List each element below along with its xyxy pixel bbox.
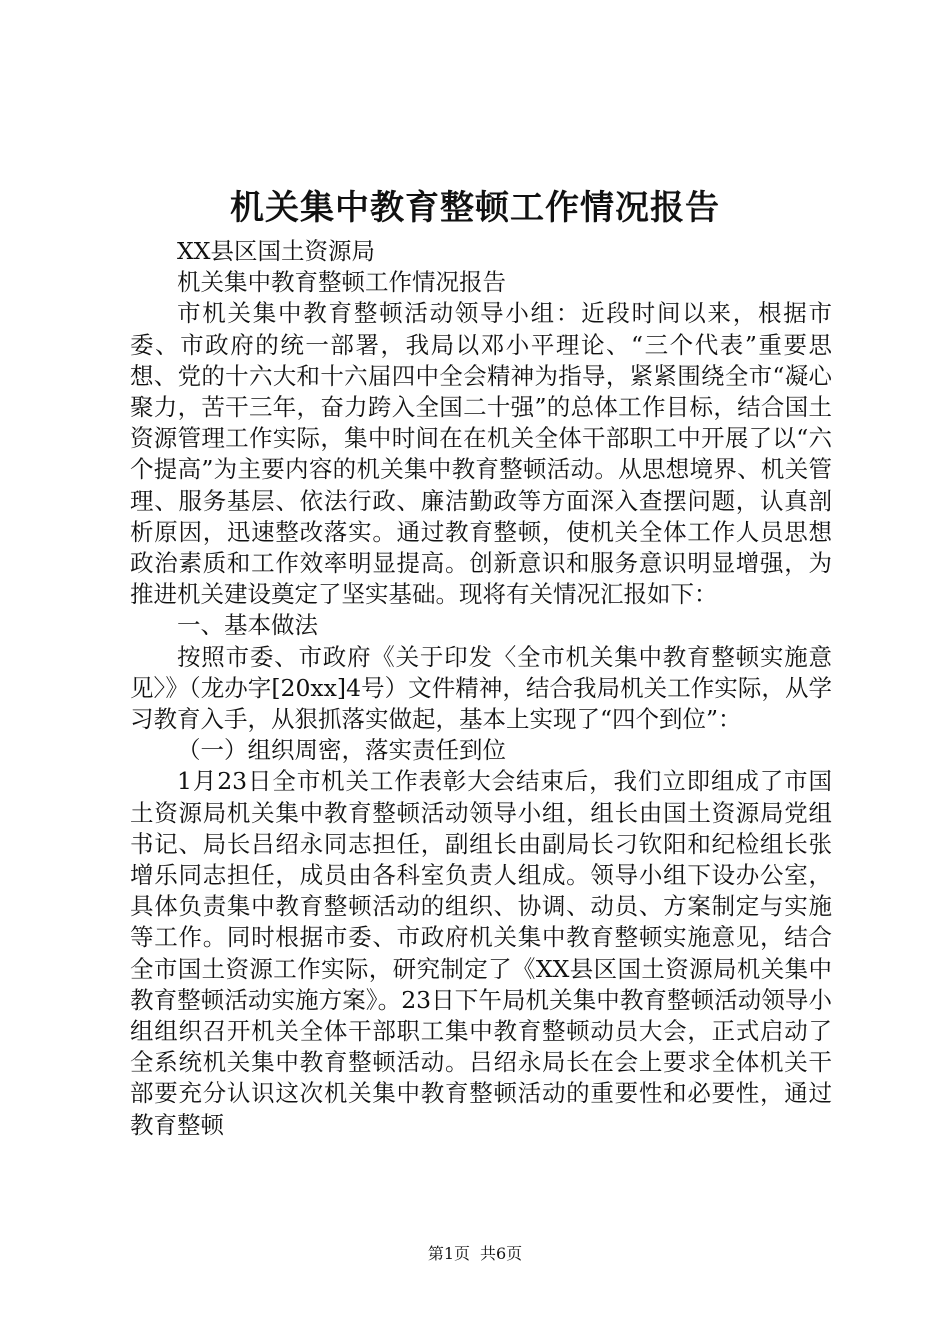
page-footer [0, 1244, 950, 1264]
section-heading-1: 一、基本做法 [177, 611, 318, 640]
section-1-paragraph: 按照市委、市政府《关于印发〈全市机关集中教育整顿实施意见〉》（龙办字[20xx]4号）文件精神，结合我局机关工作实际，从学习教育入手，从狠抓落实做起，基本上实现了“四个到位”： [130, 642, 832, 734]
subsection-1-paragraph: 1月23日全市机关工作表彰大会结束后，我们立即组成了市国土资源局机关集中教育整顿活动领导小组，组长由国土资源局党组书记、局长吕绍永同志担任，副组长由副局长刁钦阳和纪检组长张增乐同志担任，成员由各科室负责人组成。领导小组下设办公室，具体负责集中教育整顿活动的组织、协调、动员、方案制定与实施等工作。同时根据市委、市政府机关集中教育整顿实施意见，结合全市国土资源工作实际，研究制定了《XX县区国土资源局机关集中教育整顿活动实施方案》。23日下午局机关集中教育整顿活动领导小组组织召开机关全体干部职工集中教育整顿动员大会，正式启动了全系统机关集中教育整顿活动。吕绍永局长在会上要求全体机关干部要充分认识这次机关集中教育整顿活动的重要性和必要性，通过教育整顿 [130, 767, 832, 1139]
document-title: 机关集中教育整顿工作情况报告 [230, 188, 720, 228]
total-pages: 共6页 [480, 1244, 523, 1263]
org-name-line: XX县区国土资源局 [177, 237, 375, 265]
intro-paragraph: 市机关集中教育整顿活动领导小组：近段时间以来，根据市委、市政府的统一部署，我局以邓小平理论、“三个代表”重要思想、党的十六大和十六届四中全会精神为指导，紧紧围绕全市“凝心聚力，苦干三年，奋力跨入全国二十强”的总体工作目标，结合国土资源管理工作实际，集中时间在在机关全体干部职工中开展了以“六个提高”为主要内容的机关集中教育整顿活动。从思想境界、机关管理、服务基层、依法行政、廉洁勤政等方面深入查摆问题，认真剖析原因，迅速整改落实。通过教育整顿，使机关全体工作人员思想政治素质和工作效率明显提高。创新意识和服务意识明显增强，为推进机关建设奠定了坚实基础。现将有关情况汇报如下： [130, 299, 832, 609]
report-title-line: 机关集中教育整顿工作情况报告 [177, 268, 506, 297]
page-number: 第1页 [427, 1244, 470, 1263]
document-body [130, 236, 832, 1141]
subsection-heading-1: （一）组织周密，落实责任到位 [177, 736, 506, 765]
